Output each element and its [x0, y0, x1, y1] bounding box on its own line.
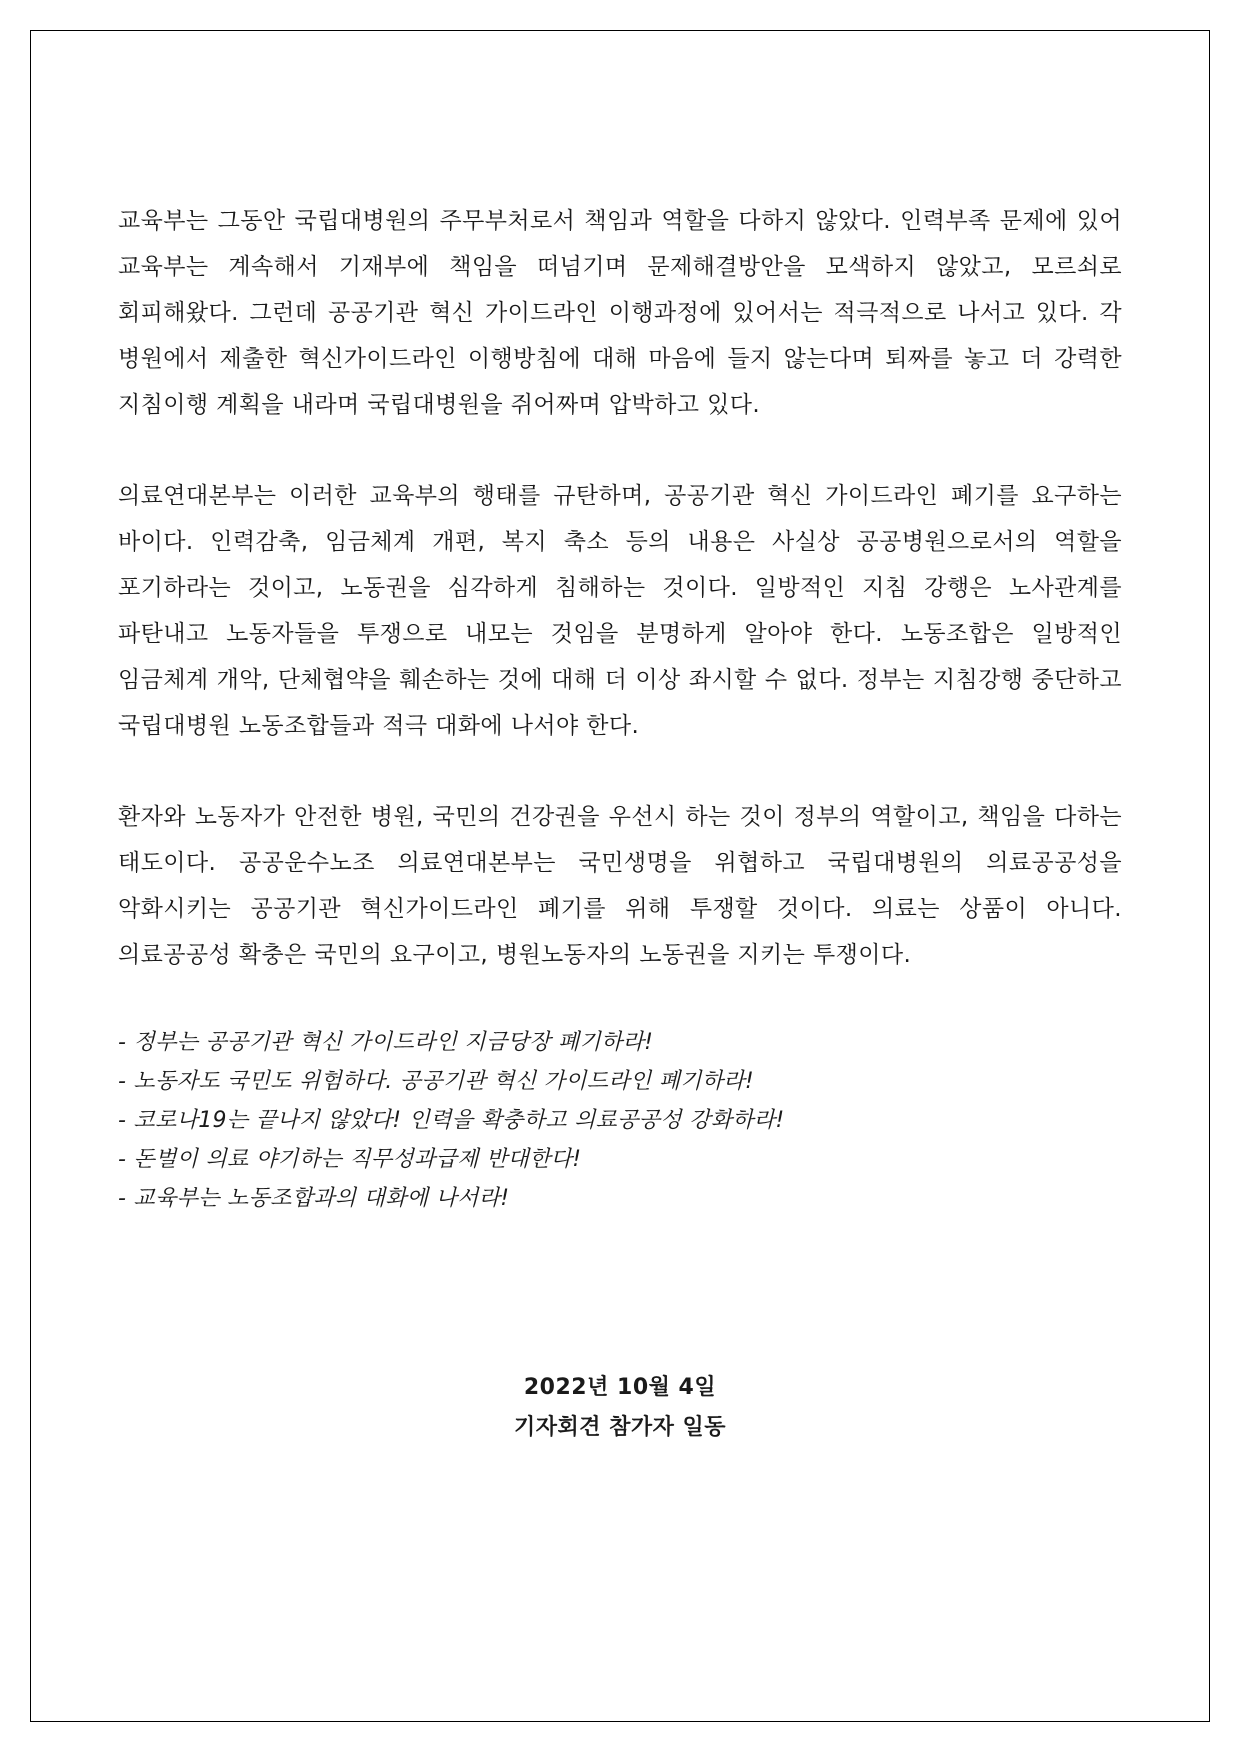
signature-block [30, 1368, 1210, 1448]
paragraph-guideline-demand: 의료연대본부는 이러한 교육부의 행태를 규탄하며, 공공기관 혁신 가이드라인 폐기를 요구하는 바이다. 인력감축, 임금체계 개편, 복지 축소 등의 내용은 사실상 공공병원으로서의 역할을 포기하라는 것이고, 노동권을 심각하게 침해하는 것이다. 일방적인 지침 강행은 노사관계를 파탄내고 노동자들을 투쟁으로 내모는 것임을 분명하게 알아야 한다. 노동조합은 일방적인 임금체계 개악, 단체협약을 훼손하는 것에 대해 더 이상 좌시할 수 없다. 정부는 지침강행 중단하고 국립대병원 노동조합들과 적극 대화에 나서야 한다. [118, 483, 1122, 739]
slogan-item: - 돈벌이 의료 야기하는 직무성과급제 반대한다! [118, 1147, 582, 1172]
document-date: 2022년 10월 4일 [523, 1375, 717, 1400]
document-signer: 기자회견 참가자 일동 [513, 1415, 727, 1440]
paragraph-public-health: 환자와 노동자가 안전한 병원, 국민의 건강권을 우선시 하는 것이 정부의 역할이고, 책임을 다하는 태도이다. 공공운수노조 의료연대본부는 국민생명을 위협하고 국립대병원의 의료공공성을 악화시키는 공공기관 혁신가이드라인 폐기를 위해 투쟁할 것이다. 의료는 상품이 아니다. 의료공공성 확충은 국민의 요구이고, 병원노동자의 노동권을 지키는 투쟁이다. [118, 804, 1122, 968]
slogan-item: - 노동자도 국민도 위험하다. 공공기관 혁신 가이드라인 폐기하라! [118, 1069, 755, 1094]
paragraph-ministry-criticism: 교육부는 그동안 국립대병원의 주무부처로서 책임과 역할을 다하지 않았다. 인력부족 문제에 있어 교육부는 계속해서 기재부에 책임을 떠넘기며 문제해결방안을 모색하지 않았고, 모르쇠로 회피해왔다. 그런데 공공기관 혁신 가이드라인 이행과정에 있어서는 적극적으로 나서고 있다. 각 병원에서 제출한 혁신가이드라인 이행방침에 대해 마음에 들지 않는다며 퇴짜를 놓고 더 강력한 지침이행 계획을 내라며 국립대병원을 쥐어짜며 압박하고 있다. [118, 208, 1122, 418]
slogan-item: - 교육부는 노동조합과의 대화에 나서라! [118, 1186, 510, 1211]
slogan-item: - 코로나19는 끝나지 않았다! 인력을 확충하고 의료공공성 강화하라! [118, 1108, 785, 1133]
document-body [118, 198, 1122, 1218]
slogan-item: - 정부는 공공기관 혁신 가이드라인 지금당장 폐기하라! [118, 1030, 654, 1055]
slogan-list [118, 1023, 1122, 1218]
